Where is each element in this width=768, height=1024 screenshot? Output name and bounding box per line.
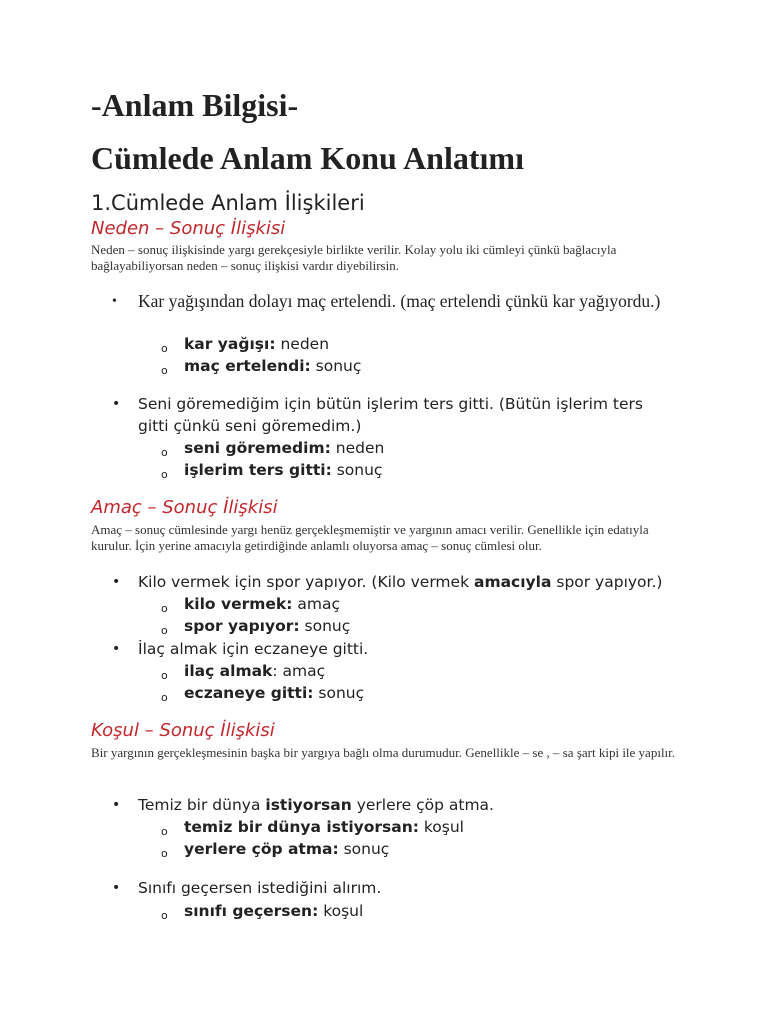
bullet-icon: • [112,294,117,309]
term-role: koşul [318,902,364,920]
term: seni göremedim: [184,439,331,457]
term: yerlere çöp atma: [184,840,339,858]
section-description: Bir yargının gerçekleşmesinin başka bir yargıya bağlı olma durumudur. Genellikle – se , – sa şart kipi ile yapılır. [91,745,676,760]
term: maç ertelendi: [184,357,311,375]
circle-bullet-icon: o [161,691,168,704]
example-sentence: Kar yağışından dolayı maç ertelendi. (maç ertelendi çünkü kar yağıyordu.) [138,291,661,311]
example-sentence: Seni göremediğim için bütün işlerim ters gitti. (Bütün işlerim ters gitti çünkü seni göremedim.) [138,395,643,435]
bullet-icon: • [112,797,121,813]
bullet-icon: • [112,641,121,657]
term-role: koşul [418,818,464,836]
example-sentence: Sınıfı geçersen istediğini alırım. [138,879,382,897]
example-sentence: Kilo vermek için spor yapıyor. (Kilo vermek [138,573,474,591]
term: spor yapıyor: [184,617,300,635]
term-role: sonuç [313,684,365,702]
term: işlerim ters gitti: [184,461,332,479]
term: sınıfı geçersen: [184,902,319,920]
circle-bullet-icon: o [161,909,168,922]
term-role: neden [330,439,385,457]
term: temiz bir dünya istiyorsan: [184,818,419,836]
bullet-icon: • [112,574,121,590]
term-role: neden [275,335,330,353]
section-title-kosul-sonuc: Koşul – Sonuç İlişkisi [91,720,275,741]
term: eczaneye gitti: [184,684,314,702]
term: kar yağışı: [184,335,276,353]
section-heading: 1.Cümlede Anlam İlişkileri [91,191,365,215]
circle-bullet-icon: o [161,446,168,459]
term-role: : amaç [272,662,326,680]
example-sentence-end: spor yapıyor.) [551,573,663,591]
section-description: Neden – sonuç ilişkisinde yargı gerekçesiyle birlikte verilir. Kolay yolu iki cümleyi çünkü bağlacıyla bağlayabiliyorsan neden – sonuç ilişkisi vardır diyebilirsin. [91,242,617,273]
emphasis-word: istiyorsan [265,796,352,814]
bullet-icon: • [112,880,121,896]
bullet-icon: • [112,396,121,412]
circle-bullet-icon: o [161,624,168,637]
document-subtitle: Cümlede Anlam Konu Anlatımı [91,140,524,176]
circle-bullet-icon: o [161,847,168,860]
example-sentence-end: yerlere çöp atma. [351,796,494,814]
section-title-neden-sonuc: Neden – Sonuç İlişkisi [91,218,286,239]
term-role: sonuç [338,840,390,858]
term-role: sonuç [331,461,383,479]
circle-bullet-icon: o [161,468,168,481]
term-role: amaç [292,595,340,613]
circle-bullet-icon: o [161,825,168,838]
circle-bullet-icon: o [161,602,168,615]
term-role: sonuç [310,357,362,375]
example-sentence: Temiz bir dünya [138,796,266,814]
document-title: -Anlam Bilgisi- [91,87,299,123]
section-title-amac-sonuc: Amaç – Sonuç İlişkisi [91,497,278,518]
section-description: Amaç – sonuç cümlesinde yargı henüz gerçekleşmemiştir ve yargının amacı verilir. Genellikle için edatıyla kurulur. İçin yerine amacıyla getirdiğinde anlamlı oluyorsa amaç – sonuç cümlesi olur. [91,522,649,553]
circle-bullet-icon: o [161,669,168,682]
term-role: sonuç [299,617,351,635]
example-sentence: İlaç almak için eczaneye gitti. [138,640,369,658]
circle-bullet-icon: o [161,364,168,377]
term: ilaç almak [184,662,273,680]
emphasis-word: amacıyla [473,573,552,591]
term: kilo vermek: [184,595,293,613]
circle-bullet-icon: o [161,342,168,355]
